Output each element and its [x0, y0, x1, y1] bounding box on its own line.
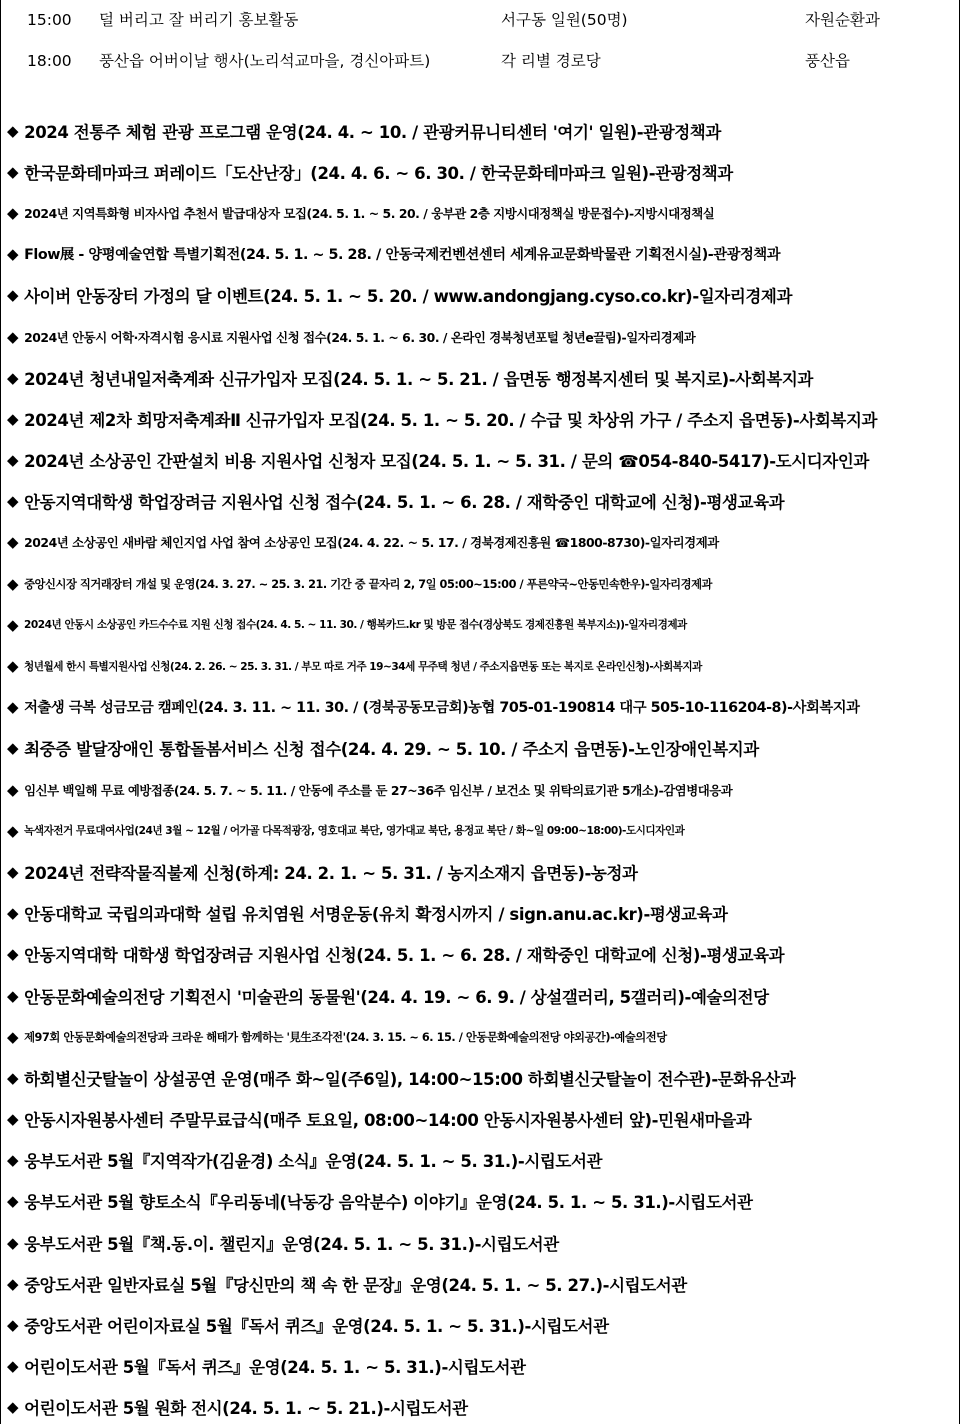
diamond-bullet-icon: ◆ — [7, 203, 19, 222]
notice-text: 2024년 청년내일저축계좌 신규가입자 모집(24. 5. 1. ~ 5. 21. / 읍면동 행정복지센터 및 복지로)-사회복지과 — [24, 369, 813, 389]
notice-text: 2024년 제2차 희망저축계좌Ⅱ 신규가입자 모집(24. 5. 1. ~ 5. 20. / 수급 및 차상위 가구 / 주소지 읍면동)-사회복지과 — [24, 410, 878, 430]
diamond-bullet-icon: ◆ — [7, 739, 19, 758]
notice-item — [7, 1304, 957, 1345]
notice-item — [7, 316, 957, 357]
diamond-bullet-icon: ◆ — [7, 574, 19, 593]
notice-text: 2024년 지역특화형 비자사업 추천서 발급대상자 모집(24. 5. 1. ~ 5. 20. / 웅부관 2층 지방시대정책실 방문접수)-지방시대정책실 — [24, 205, 715, 221]
diamond-bullet-icon: ◆ — [7, 286, 19, 305]
diamond-bullet-icon: ◆ — [7, 821, 19, 840]
diamond-bullet-icon: ◆ — [7, 162, 19, 181]
notice-text: 2024년 안동시 소상공인 카드수수료 지원 신청 접수(24. 4. 5. ~ 11. 30. / 행복카드.kr 및 방문 접수(경상북도 경제진흥원 북부지소))-일자리경제과 — [24, 619, 687, 632]
schedule-place: 각 리별 경로당 — [501, 52, 601, 70]
notice-item — [7, 1016, 957, 1057]
notice-item — [7, 563, 957, 604]
notice-item — [7, 440, 957, 481]
schedule-row — [1, 8, 960, 32]
diamond-bullet-icon: ◆ — [7, 121, 19, 140]
notice-text: 안동문화예술의전당 기획전시 '미술관의 동물원'(24. 4. 19. ~ 6. 9. / 상설갤러리, 5갤러리)-예술의전당 — [24, 987, 769, 1007]
notice-item — [7, 645, 957, 686]
notice-item — [7, 481, 957, 522]
notice-text: 중앙신시장 직거래장터 개설 및 운영(24. 3. 27. ~ 25. 3. 21. 기간 중 끝자리 2, 7일 05:00~15:00 / 푸른약국~안동민속한우)-일자리경제과 — [24, 577, 712, 591]
diamond-bullet-icon: ◆ — [7, 1357, 19, 1376]
diamond-bullet-icon: ◆ — [7, 327, 19, 346]
notice-item — [7, 1263, 957, 1304]
diamond-bullet-icon: ◆ — [7, 1233, 19, 1252]
notice-item — [7, 1387, 957, 1428]
notice-item — [7, 151, 957, 192]
diamond-bullet-icon: ◆ — [7, 1274, 19, 1293]
notice-item — [7, 934, 957, 975]
notice-text: 중앙도서관 어린이자료실 5월『독서 퀴즈』운영(24. 5. 1. ~ 5. 31.)-시립도서관 — [24, 1317, 609, 1337]
notice-list — [7, 110, 957, 1428]
schedule-time: 18:00 — [27, 52, 72, 70]
diamond-bullet-icon: ◆ — [7, 615, 19, 634]
notice-text: 중앙도서관 일반자료실 5월『당신만의 책 속 한 문장』운영(24. 5. 1. ~ 5. 27.)-시립도서관 — [24, 1275, 687, 1295]
notice-text: 청년월세 한시 특별지원사업 신청(24. 2. 26. ~ 25. 3. 31. / 부모 따로 거주 19~34세 무주택 청년 / 주소지읍면동 또는 복지로 온라인신청)-사회복지과 — [24, 660, 702, 673]
notice-text: 안동시자원봉사센터 주말무료급식(매주 토요일, 08:00~14:00 안동시자원봉사센터 앞)-민원새마을과 — [24, 1111, 752, 1131]
notice-text: 2024년 안동시 어학·자격시험 응시료 지원사업 신청 접수(24. 5. 1. ~ 6. 30. / 온라인 경북청년포털 청년e끌림)-일자리경제과 — [24, 329, 696, 345]
notice-item — [7, 975, 957, 1016]
notice-item — [7, 687, 957, 728]
notice-item — [7, 728, 957, 769]
diamond-bullet-icon: ◆ — [7, 1027, 19, 1046]
diamond-bullet-icon: ◆ — [7, 904, 19, 923]
schedule-department: 자원순환과 — [805, 11, 880, 29]
notice-item — [7, 604, 957, 645]
notice-text: 사이버 안동장터 가정의 달 이벤트(24. 5. 1. ~ 5. 20. / www.andongjang.cyso.co.kr)-일자리경제과 — [24, 287, 792, 307]
notice-item — [7, 810, 957, 851]
diamond-bullet-icon: ◆ — [7, 409, 19, 428]
notice-item — [7, 1140, 957, 1181]
notice-item — [7, 110, 957, 151]
diamond-bullet-icon: ◆ — [7, 657, 19, 676]
diamond-bullet-icon: ◆ — [7, 492, 19, 511]
notice-item — [7, 1222, 957, 1263]
notice-text: Flow展 - 양평예술연합 특별기획전(24. 5. 1. ~ 5. 28. / 안동국제컨벤션센터 세계유교문화박물관 기획전시실)-관광정책과 — [24, 247, 781, 264]
diamond-bullet-icon: ◆ — [7, 1192, 19, 1211]
notice-item — [7, 522, 957, 563]
schedule-time: 15:00 — [27, 11, 72, 29]
notice-text: 웅부도서관 5월『지역작가(김윤경) 소식』운영(24. 5. 1. ~ 5. 31.)-시립도서관 — [24, 1152, 603, 1172]
notice-text: 저출생 극복 성금모금 캠페인(24. 3. 11. ~ 11. 30. / (경북공동모금회)농협 705-01-190814 대구 505-10-116204-8)-사회복지과 — [24, 700, 860, 717]
schedule-event: 풍산읍 어버이날 행사(노리석교마을, 경신아파트) — [99, 52, 431, 70]
notice-text: 2024년 소상공인 새바람 체인지업 사업 참여 소상공인 모집(24. 4. 22. ~ 5. 17. / 경북경제진흥원 ☎1800-8730)-일자리경제과 — [24, 535, 719, 551]
notice-text: 최중증 발달장애인 통합돌봄서비스 신청 접수(24. 4. 29. ~ 5. 10. / 주소지 읍면동)-노인장애인복지과 — [24, 740, 759, 760]
notice-text: 하회별신굿탈놀이 상설공연 운영(매주 화~일(주6일), 14:00~15:00 하회별신굿탈놀이 전수관)-문화유산과 — [24, 1069, 796, 1089]
notice-text: 안동대학교 국립의과대학 설립 유치염원 서명운동(유치 확정시까지 / sign.anu.ac.kr)-평생교육과 — [24, 905, 728, 925]
notice-item — [7, 234, 957, 275]
diamond-bullet-icon: ◆ — [7, 533, 19, 552]
notice-text: 웅부도서관 5월 향토소식『우리동네(낙동강 음악분수) 이야기』운영(24. 5. 1. ~ 5. 31.)-시립도서관 — [24, 1193, 753, 1213]
notice-item — [7, 893, 957, 934]
notice-text: 녹색자전거 무료대여사업(24년 3월 ~ 12월 / 어가골 다목적광장, 영호대교 북단, 영가대교 북단, 용정교 북단 / 화~일 09:00~18:00)-도시디자인과 — [24, 825, 685, 838]
diamond-bullet-icon: ◆ — [7, 245, 19, 264]
notice-item — [7, 851, 957, 892]
notice-text: 안동지역대학생 학업장려금 지원사업 신청 접수(24. 5. 1. ~ 6. 28. / 재학중인 대학교에 신청)-평생교육과 — [24, 493, 785, 513]
schedule-department: 풍산읍 — [805, 52, 850, 70]
diamond-bullet-icon: ◆ — [7, 945, 19, 964]
notice-text: 임신부 백일해 무료 예방접종(24. 5. 7. ~ 5. 11. / 안동에 주소를 둔 27~36주 임신부 / 보건소 및 위탁의료기관 5개소)-감염병대응과 — [24, 782, 733, 798]
diamond-bullet-icon: ◆ — [7, 1151, 19, 1170]
notice-text: 제97회 안동문화예술의전당과 크라운 해태가 함께하는 '見生조각전'(24. 3. 15. ~ 6. 15. / 안동문화예술의전당 야외공간)-예술의전당 — [24, 1030, 667, 1044]
notice-text: 웅부도서관 5월『책.동.이. 챌린지』운영(24. 5. 1. ~ 5. 31.)-시립도서관 — [24, 1234, 559, 1254]
notice-text: 어린이도서관 5월『독서 퀴즈』운영(24. 5. 1. ~ 5. 31.)-시립도서관 — [24, 1358, 526, 1378]
notice-item — [7, 357, 957, 398]
diamond-bullet-icon: ◆ — [7, 1398, 19, 1417]
notice-item — [7, 769, 957, 810]
schedule-place: 서구동 일원(50명) — [501, 11, 628, 29]
diamond-bullet-icon: ◆ — [7, 698, 19, 717]
diamond-bullet-icon: ◆ — [7, 780, 19, 799]
notice-item — [7, 192, 957, 233]
notice-item — [7, 1099, 957, 1140]
notice-item — [7, 398, 957, 439]
diamond-bullet-icon: ◆ — [7, 451, 19, 470]
notice-text: 2024년 소상공인 간판설치 비용 지원사업 신청자 모집(24. 5. 1. ~ 5. 31. / 문의 ☎054-840-5417)-도시디자인과 — [24, 452, 869, 472]
notice-text: 2024 전통주 체험 관광 프로그램 운영(24. 4. ~ 10. / 관광커뮤니티센터 '여기' 일원)-관광정책과 — [24, 122, 721, 142]
notice-item — [7, 1181, 957, 1222]
notice-text: 안동지역대학 대학생 학업장려금 지원사업 신청(24. 5. 1. ~ 6. 28. / 재학중인 대학교에 신청)-평생교육과 — [24, 946, 785, 966]
diamond-bullet-icon: ◆ — [7, 1068, 19, 1087]
notice-item — [7, 1057, 957, 1098]
schedule-event: 덜 버리고 잘 버리기 홍보활동 — [99, 11, 299, 29]
notice-text: 한국문화테마파크 퍼레이드「도산난장」(24. 4. 6. ~ 6. 30. / 한국문화테마파크 일원)-관광정책과 — [24, 163, 733, 183]
notice-text: 2024년 전략작물직불제 신청(하계: 24. 2. 1. ~ 5. 31. / 농지소재지 읍면동)-농정과 — [24, 863, 638, 883]
notice-item — [7, 1346, 957, 1387]
diamond-bullet-icon: ◆ — [7, 986, 19, 1005]
notice-text: 어린이도서관 5월 원화 전시(24. 5. 1. ~ 5. 21.)-시립도서관 — [24, 1399, 468, 1419]
diamond-bullet-icon: ◆ — [7, 862, 19, 881]
diamond-bullet-icon: ◆ — [7, 1316, 19, 1335]
diamond-bullet-icon: ◆ — [7, 368, 19, 387]
schedule-row — [1, 49, 960, 73]
diamond-bullet-icon: ◆ — [7, 1110, 19, 1129]
notice-item — [7, 275, 957, 316]
